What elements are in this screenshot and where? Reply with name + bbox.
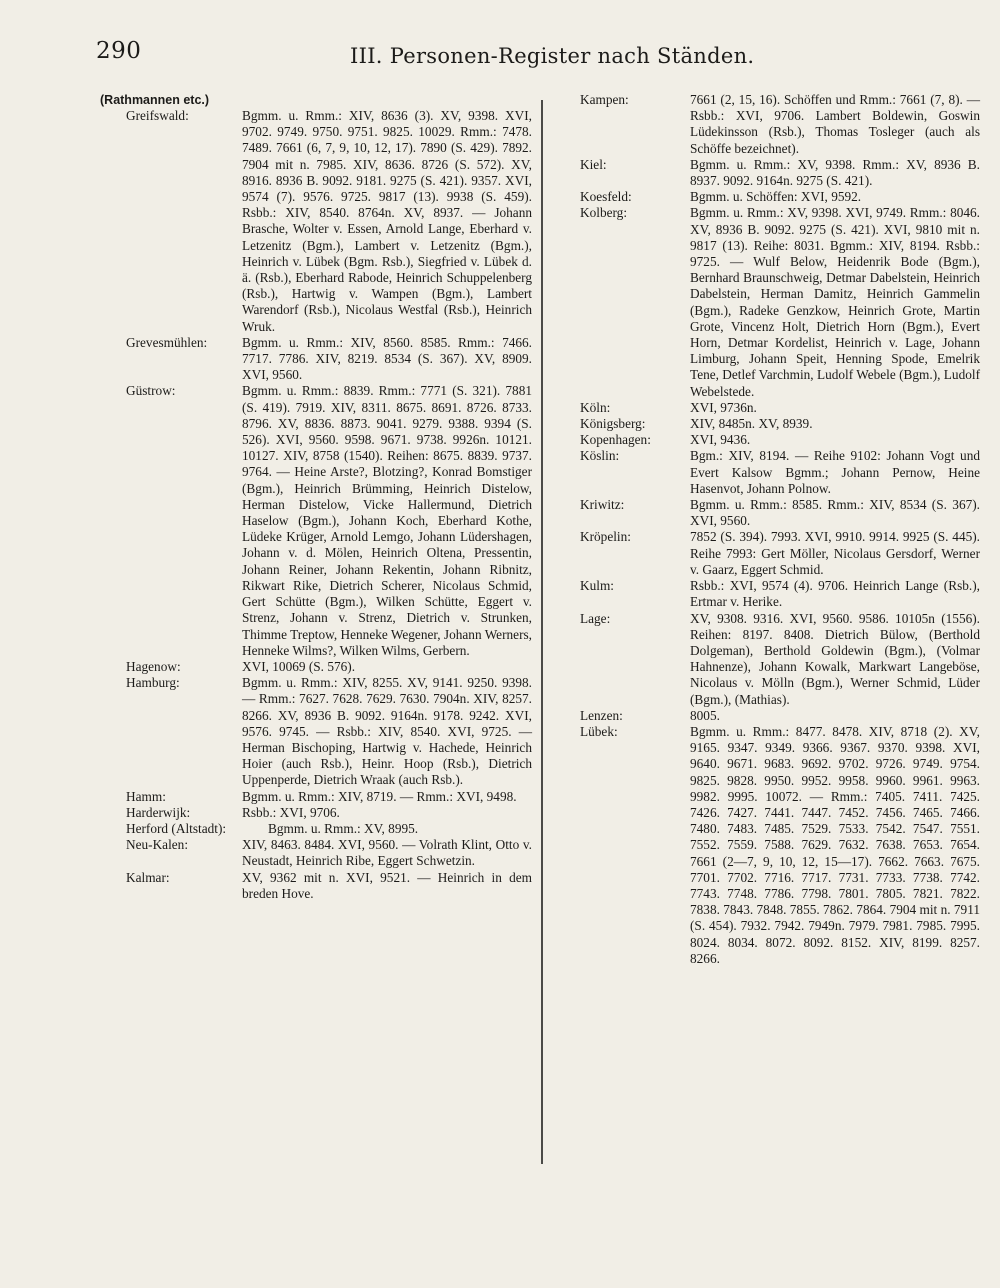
register-entry: [100, 675, 532, 788]
place-name: Kulm:: [580, 578, 614, 594]
register-entry: [558, 92, 980, 157]
place-name: Hamm:: [126, 788, 166, 804]
entry-references: Rsbb.: XVI, 9706.: [242, 804, 340, 820]
place-name: Kriwitz:: [580, 497, 625, 513]
register-entry: [100, 870, 532, 902]
place-name: Harderwijk:: [126, 804, 191, 820]
place-name: Neu-Kalen:: [126, 837, 189, 853]
entry-references: Bgmm. u. Rmm.: 8477. 8478. XIV, 8718 (2). XV, 9165. 9347. 9349. 9366. 9367. 9370. 9398. XVI, 9640. 9671. 9683. 9692. 9702. 9726. 9749. 9754. 9825. 9828. 9950. 9952. 9958. 9960. 9961. 9963. 9982. 9995. 10072. — Rmm.: 7405. 7411. 7425. 7426. 7427. 7441. 7447. 7452. 7456. 7465. 7466. 7480. 7483. 7485. 7529. 7533. 7542. 7547. 7551. 7552. 7559. 7588. 7629. 7632. 7638. 7653. 7654. 7661 (2—7, 9, 10, 12, 15—17). 7662. 7663. 7675. 7701. 7702. 7716. 7717. 7731. 7733. 7738. 7742. 7743. 7748. 7786. 7798. 7801. 7805. 7821. 7822. 7838. 7843. 7848. 7855. 7862. 7864. 7904 mit n. 7911 (S. 454). 7932. 7942. 7949n. 7979. 7981. 7985. 7995. 8024. 8034. 8072. 8092. 8152. XIV, 8199. 8257. 8266.: [690, 723, 980, 966]
entry-references: XVI, 10069 (S. 576).: [242, 658, 356, 674]
register-entry: [558, 189, 980, 205]
entry-references: Rsbb.: XVI, 9574 (4). 9706. Heinrich Lange (Rsb.), Ertmar v. Herike.: [690, 578, 980, 610]
place-name: Hagenow:: [126, 658, 181, 674]
entry-references: Bgmm. u. Rmm.: XIV, 8255. XV, 9141. 9250. 9398. — Rmm.: 7627. 7628. 7629. 7630. 7904n. XIV, 8257. 8266. XV, 8936 B. 9092. 9164n. 9178. 9242. XVI, 9576. 9745. — Rsbb.: XIV, 8540. XVI, 9725. — Herman Bischoping, Hartwig v. Hachede, Heinrich Hoier (auch Rsb.), Heinr. Hoop (Rsb.), Dietrich Uppenperde, Dietrich Wraak (auch Rsb.).: [242, 675, 532, 788]
page-number: 290: [96, 38, 142, 64]
entry-references: XIV, 8485n. XV, 8939.: [690, 416, 813, 432]
register-entry: [100, 789, 532, 805]
register-entry: [558, 708, 980, 724]
register-entry: [100, 659, 532, 675]
register-entry: [100, 383, 532, 658]
entry-references: Bgmm. u. Rmm.: XIV, 8636 (3). XV, 9398. XVI, 9702. 9749. 9750. 9751. 9825. 10029. Rmm.: 7478. 7489. 7661 (6, 7, 9, 10, 12, 17). 7890 (S. 429). 7892. 7904 mit n. 7985. XIV, 8636. 8726 (S. 572). XV, 8916. 8936 B. 9092. 9181. 9275 (S. 421). 9357. XVI, 9574 (7). 9576. 9725. 9817 (13). 9938 (S. 459). Rsbb.: XIV, 8540. 8764n. XV, 8937. — Johann Brasche, Wolter v. Essen, Arnold Lange, Eberhard v. Letzenitz (Bgm.), Lambert v. Letzenitz (Bgm.), Heinrich v. Lübek (Bgm. Rsb.), Siegfried v. Lübek d. ä. (Rsb.), Eberhard Rabode, Heinrich Schuppelenberg (Rsb.), Hartwig v. Wampen (Bgm.), Lambert Warendorf (Rsb.), Nicolaus Westfal (Rsb.), Heinrich Wruk.: [242, 108, 532, 334]
entry-references: XV, 9362 mit n. XVI, 9521. — Heinrich in dem breden Hove.: [242, 869, 532, 901]
entry-references: XV, 9308. 9316. XVI, 9560. 9586. 10105n (1556). Reihen: 8197. 8408. Dietrich Bülow, (Berthold Dolgeman), Berthold Goldewin (Bgm.), (Volmar Hahnenze), Johann Kowalk, Markwart Langeböse, Nicolaus v. Mölln (Bgm.), Werner Schmid, Lüder (Bgm.), (Mathias).: [690, 610, 980, 707]
register-entry: [100, 335, 532, 384]
register-entry: [558, 497, 980, 529]
register-entry: [558, 611, 980, 708]
place-name: Kampen:: [580, 92, 629, 107]
place-name: Greifswald:: [126, 108, 189, 123]
register-entry: [558, 432, 980, 448]
place-name: Güstrow:: [126, 383, 176, 399]
left-column: [100, 92, 532, 902]
entry-references: XVI, 9436.: [690, 432, 751, 448]
register-entry: [558, 400, 980, 416]
entry-references: 7661 (2, 15, 16). Schöffen und Rmm.: 7661 (7, 8). — Rsbb.: XVI, 9706. Lambert Boldewin, Goswin Lüdekinsson (Rsb.), Thomas Tosleger (auch als Schöffe bezeichnet).: [690, 92, 980, 156]
register-entry: [558, 529, 980, 578]
entry-references: XIV, 8463. 8484. XVI, 9560. — Volrath Klint, Otto v. Neustadt, Heinrich Ribe, Eggert Schwetzin.: [242, 837, 532, 869]
column-divider: [541, 100, 543, 1164]
place-name: Königsberg:: [580, 416, 646, 432]
entry-references: Bgmm. u. Rmm.: 8839. Rmm.: 7771 (S. 321). 7881 (S. 419). 7919. XIV, 8311. 8675. 8691. 8726. 8733. 8796. XV, 8836. 8873. 9041. 9279. 9388. 9394 (S. 526). XVI, 9560. 9598. 9671. 9738. 9926n. 10121. 10127. XIV, 8758 (1540). Reihen: 8675. 8839. 9737. 9764. — Heine Arste?, Blotzing?, Konrad Bomstiger (Bgm.), Heinrich Brümming, Heinrich Distelow, Herman Distelow, Vicke Hallermund, Dietrich Haselow (Bgm.), Johann Koch, Eberhard Kothe, Lüdeke Krüger, Arnold Lemgo, Johann Lüdershagen, Johann v. d. Mölen, Heinrich Oltena, Pressentin, Johann Reiner, Johann Rekentin, Johann Ribnitz, Rikwart Rike, Dietrich Scherer, Nicolaus Schmid, Gert Schütte (Bgm.), Wilken Schütte, Eggert v. Strenz, Johann v. Strenz, Dietrich v. Strunken, Thimme Treptow, Henneke Wegener, Johann Werners, Henneke Wilms?, Wilken Wilms, Gerbern.: [242, 383, 532, 658]
place-name: Kolberg:: [580, 205, 628, 221]
register-entry: [100, 108, 532, 335]
entry-references: XVI, 9736n.: [690, 399, 757, 415]
place-name: Kopenhagen:: [580, 432, 651, 448]
place-name: Köslin:: [580, 448, 620, 464]
entry-references: Bgmm. u. Schöffen: XVI, 9592.: [690, 189, 862, 205]
entry-references: Bgmm. u. Rmm.: 8585. Rmm.: XIV, 8534 (S. 367). XVI, 9560.: [690, 497, 980, 529]
entry-references: Bgmm. u. Rmm.: XV, 9398. Rmm.: XV, 8936 B. 8937. 9092. 9164n. 9275 (S. 421).: [690, 156, 980, 189]
entry-references: 8005.: [690, 707, 720, 723]
register-entry: [558, 724, 980, 967]
place-name: Kalmar:: [126, 869, 170, 885]
entry-references: Bgmm. u. Rmm.: XV, 8995.: [268, 820, 419, 836]
place-name: Lenzen:: [580, 707, 623, 723]
place-name: Koesfeld:: [580, 189, 632, 205]
register-entry: [558, 205, 980, 399]
place-name: Kröpelin:: [580, 529, 631, 545]
right-column: [558, 92, 980, 967]
register-entry: [558, 416, 980, 432]
entry-references: Bgm.: XIV, 8194. — Reihe 9102: Johann Vogt und Evert Kalsow Bgmm.; Johann Pernow, Heine Hasenvot, Johann Polnow.: [690, 448, 980, 496]
register-entry: [558, 157, 980, 189]
place-name: Grevesmühlen:: [126, 334, 208, 350]
entry-references: Bgmm. u. Rmm.: XIV, 8719. — Rmm.: XVI, 9498.: [242, 788, 517, 804]
section-heading: (Rathmannen etc.): [100, 93, 210, 107]
page-title: III. Personen-Register nach Ständen.: [350, 44, 755, 68]
register-entry: [558, 448, 980, 497]
entry-references: Bgmm. u. Rmm.: XV, 9398. XVI, 9749. Rmm.: 8046. XV, 8936 B. 9092. 9275 (S. 421). XVI, 9810 mit n. 9817 (13). Reihe: 8031. Bgmm.: XIV, 8194. Rsbb.: 9725. — Wulf Below, Heidenrik Bode (Bgm.), Bernhard Braunschweig, Detmar Dabelstein, Heinrich Dabelstein, Herman Damitz, Heinrich Gammelin (Bgm.), Radeke Genzkow, Heinrich Grote, Martin Grote, Vincenz Holt, Dietrich Horn (Bgm.), Evert Horn, Detmar Kordelist, Heinrich v. Lage, Johann Limburg, Johann Speit, Henning Spode, Emelrik Tene, Detlef Varchmin, Ludolf Webele (Bgm.), Ludolf Webelstede.: [690, 205, 980, 399]
register-entry: [100, 821, 532, 837]
place-name: Lübek:: [580, 723, 618, 739]
place-name: Köln:: [580, 399, 611, 415]
register-entry: [100, 805, 532, 821]
register-entry: [558, 578, 980, 610]
place-name: Lage:: [580, 610, 611, 626]
place-name: Hamburg:: [126, 675, 180, 691]
register-entry: [100, 837, 532, 869]
entry-references: Bgmm. u. Rmm.: XIV, 8560. 8585. Rmm.: 7466. 7717. 7786. XIV, 8219. 8534 (S. 367). XV, 8909. XVI, 9560.: [242, 334, 532, 383]
place-name: Kiel:: [580, 156, 607, 172]
entry-references: 7852 (S. 394). 7993. XVI, 9910. 9914. 9925 (S. 445). Reihe 7993: Gert Möller, Nicolaus Gersdorf, Werner v. Gaarz, Eggert Schmid.: [690, 529, 980, 577]
place-name: Herford (Altstadt):: [126, 820, 227, 836]
